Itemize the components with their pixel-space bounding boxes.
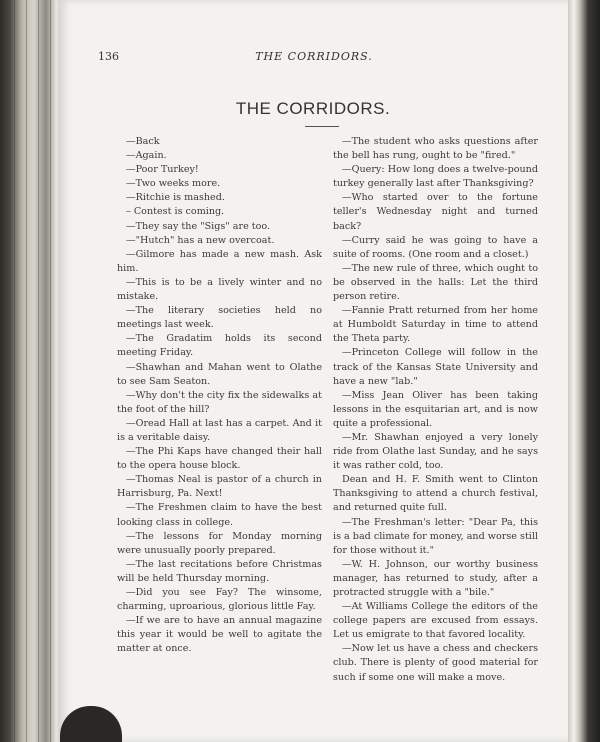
item: —The Freshmen claim to have the best looking class in college. bbox=[117, 502, 322, 528]
running-title: THE CORRIDORS. bbox=[255, 50, 373, 63]
item: —Query: How long does a twelve-pound turkey generally last after Thanksgiving? bbox=[333, 164, 538, 190]
item: —The student who asks questions after the bell has rung, ought to be "fired." bbox=[333, 136, 538, 162]
item: —"Hutch" has a new overcoat. bbox=[126, 234, 275, 246]
item: —The Freshman's letter: "Dear Pa, this is a bad climate for money, and worse still for those without it." bbox=[333, 516, 539, 556]
item: —Now let us have a chess and checkers club. There is plenty of good material for such if some one will make a move. bbox=[333, 643, 538, 683]
page-number: 136 bbox=[98, 50, 119, 63]
running-head bbox=[98, 50, 530, 66]
item: —Shawhan and Mahan went to Olathe to see Sam Seaton. bbox=[117, 361, 322, 387]
right-column bbox=[333, 135, 538, 685]
book-right-edge bbox=[568, 0, 600, 742]
item: —Why don't the city fix the sidewalks at the foot of the hill? bbox=[117, 389, 322, 415]
item: – Contest is coming. bbox=[126, 206, 225, 218]
article-title: THE CORRIDORS. bbox=[235, 99, 391, 118]
item: —Curry said he was going to have a suite of rooms. (One room and a closet.) bbox=[333, 234, 538, 260]
item: —Princeton College will follow in the track of the Kansas State University and have a new "lab." bbox=[333, 347, 538, 387]
item: —Miss Jean Oliver has been taking lessons in the esquitarian art, and is now quite a professional. bbox=[333, 389, 538, 429]
item: —Two weeks more. bbox=[126, 178, 221, 190]
item: —They say the "Sigs" are too. bbox=[126, 220, 271, 232]
item: —Oread Hall at last has a carpet. And it is a veritable daisy. bbox=[117, 417, 322, 443]
left-column bbox=[117, 135, 322, 656]
item: —Thomas Neal is pastor of a church in Harrisburg, Pa. Next! bbox=[117, 474, 322, 500]
item: —The lessons for Monday morning were unusually poorly prepared. bbox=[117, 530, 322, 556]
item: —At Williams College the editors of the college papers are excused from essays. Let us emigrate to that favored locality. bbox=[333, 601, 538, 641]
item: Dean and H. F. Smith went to Clinton Thanksgiving to attend a church festival, and returned quite full. bbox=[333, 474, 538, 514]
item: —Did you see Fay? The winsome, charming, uproarious, glorious little Fay. bbox=[117, 587, 322, 613]
item: —The Phi Kaps have changed their hall to the opera house block. bbox=[117, 446, 322, 472]
item: —The literary societies held no meetings last week. bbox=[117, 305, 322, 331]
item: —Who started over to the fortune teller's Wednesday night and turned back? bbox=[333, 192, 538, 232]
item: —Back bbox=[126, 136, 160, 147]
title-rule bbox=[305, 126, 339, 127]
item: —Gilmore has made a new mash. Ask him. bbox=[117, 248, 322, 274]
item: —Mr. Shawhan enjoyed a very lonely ride from Olathe last Sunday, and he says it was rather cold, too. bbox=[333, 431, 538, 472]
item: —Again. bbox=[126, 150, 167, 162]
item: —This is to be a lively winter and no mistake. bbox=[117, 276, 322, 303]
item: —W. H. Johnson, our worthy business manager, has returned to study, after a protracted struggle with a "bile." bbox=[333, 558, 538, 598]
item: —Fannie Pratt returned from her home at Humboldt Saturday in time to attend the Theta party. bbox=[333, 305, 538, 345]
item: —Poor Turkey! bbox=[126, 164, 199, 176]
item: —The last recitations before Christmas will be held Thursday morning. bbox=[117, 558, 322, 584]
item: —If we are to have an annual magazine this year it would be well to agitate the matter at once. bbox=[117, 615, 322, 655]
item: —The Gradatim holds its second meeting Friday. bbox=[117, 333, 322, 359]
book-left-edge bbox=[0, 0, 58, 742]
item: —The new rule of three, which ought to be observed in the halls: Let the third person retire. bbox=[333, 262, 538, 303]
item: —Ritchie is mashed. bbox=[126, 192, 225, 204]
